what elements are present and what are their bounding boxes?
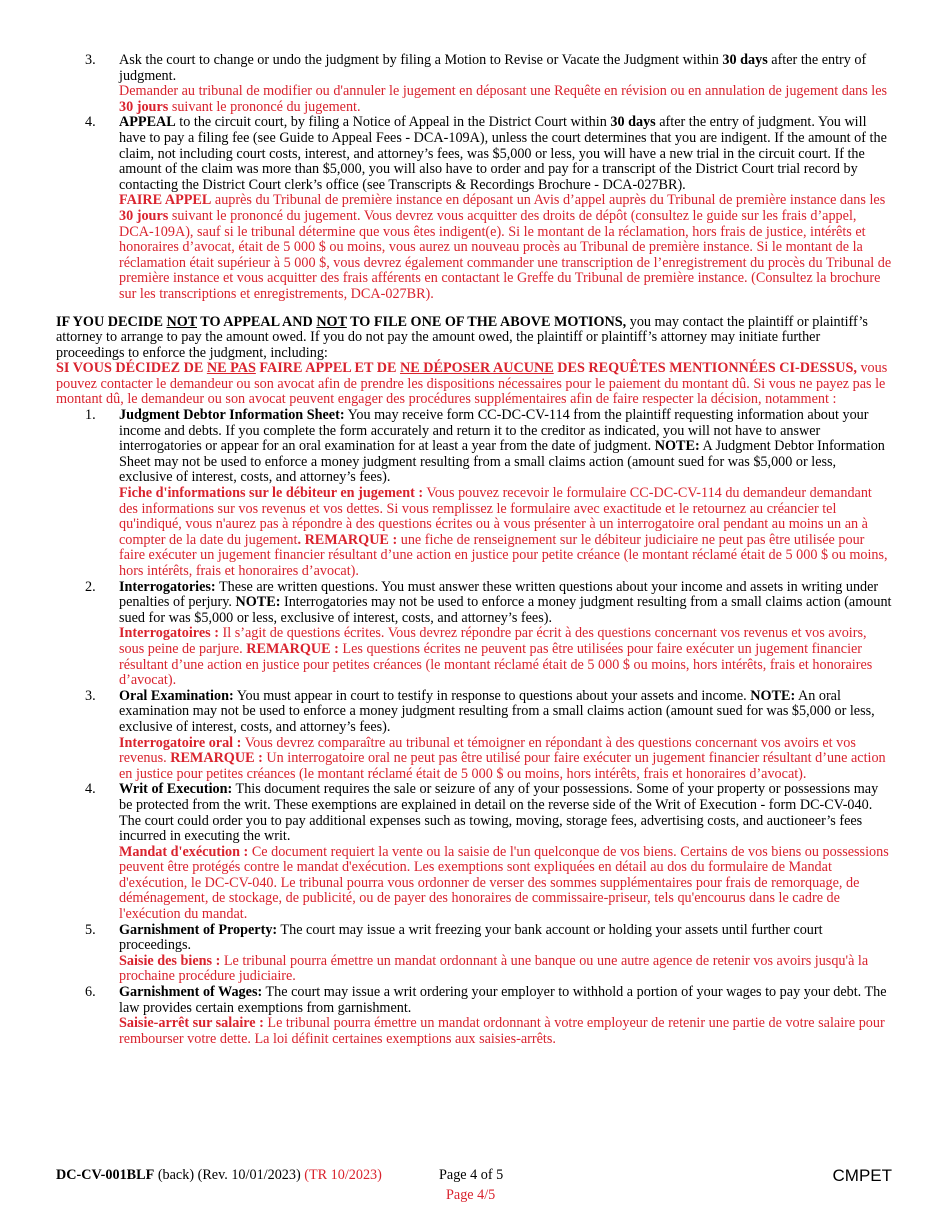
decide-not-appeal-english: IF YOU DECIDE NOT TO APPEAL AND NOT TO FILE ONE OF THE ABOVE MOTIONS, you may contact the plaintiff or plaintiff’s attorney to arrange to pay the amount owed. If you do not pay the amount owed, the plaintiff or plaintiff’s attorney may initiate further proceedings to enforce the judgment, including: — [56, 313, 868, 361]
french-text: Interrogatoires : Il s’agit de questions écrites. Vous devrez répondre par écrit à des questions concernant vos revenus et vos avoirs, sous peine de parjure. REMARQUE : Les questions écrites ne peuvent pas être utilisées pour faire exécuter un jugement financier résultant d’une action en justice pour petites créances (le montant réclamé était de 5 000 $ ou moins, hors intérêts, frais et honoraires d’avocat). — [119, 625, 873, 689]
document-body — [56, 53, 892, 1047]
english-text: Garnishment of Property: The court may issue a writ freezing your bank account or holding your assets until further court proceedings. — [119, 921, 823, 954]
french-text: Mandat d'exécution : Ce document requiert la vente ou la saisie de l'un quelconque de vos biens. Certains de vos biens ou possessions peuvent être protégés contre le mandat d'exécution. Les exemptions sont expliquées en détail au dos du formulaire de Mandat d'exécution, le DC-CV-040. Le tribunal pourra vous ordonner de verser des sommes supplémentaires pour frais de remorquage, de déménagement, de stockage, de publicité, ou de payer des honoraires de commissaire-priseur, tels qu'encourus dans le cadre de l'exécution du mandat. — [119, 843, 889, 923]
decide-not-appeal-french: SI VOUS DÉCIDEZ DE NE PAS FAIRE APPEL ET DE NE DÉPOSER AUCUNE DES REQUÊTES MENTIONNÉES CI-DESSUS, vous pouvez contacter le demandeur ou son avocat afin de prendre les dispositions nécessaires pour le paiement du montant dû. Si vous ne payez pas le montant dû, le demandeur ou son avocat peuvent engager des procédures supplémentaires afin de faire respecter la décision, notamment : — [56, 360, 888, 408]
french-text: Demander au tribunal de modifier ou d'annuler le jugement en déposant une Requête en révision ou en annulation de jugement dans les 30 jours suivant le prononcé du jugement. — [119, 83, 888, 115]
page-number: Page 4 of 5 — [439, 1167, 504, 1183]
item-number: 3. — [85, 52, 96, 68]
english-text: Judgment Debtor Information Sheet: You may receive form CC-DC-CV-114 from the plaintiff requesting information about your income and debts. If you complete the form accurately and return it to the creditor as indicated, you will not have to answer interrogatories or appear for an oral examination for at least a year from the date of judgment. NOTE: A Judgment Debtor Information Sheet may not be used to enforce a money judgment resulting from a small claims action (amount sued for was $5,000 or less, exclusive of interest, costs, and attorney’s fees). — [119, 407, 885, 486]
list-item — [56, 985, 892, 1047]
page-number-french: Page 4/5 — [446, 1187, 496, 1203]
list-item — [56, 923, 892, 985]
item-number: 1. — [85, 407, 96, 424]
french-text: Interrogatoire oral : Vous devrez comparaître au tribunal et témoigner en répondant à des questions concernant vos avoirs et vos revenus. REMARQUE : Un interrogatoire oral ne peut pas être utilisé pour faire exécuter un jugement financier résultant d’une action en justice pour petites créances (le montant réclamé était de 5 000 $ ou moins, hors intérêts, frais et honoraires d’avocat). — [119, 734, 886, 782]
english-text: Oral Examination: You must appear in court to testify in response to questions about your assets and income. NOTE: An oral examination may not be used to enforce a money judgment resulting from a small claims action (amount sued for was $5,000 or less, exclusive of interest, costs, and attorney’s fees). — [119, 687, 875, 735]
item-number: 5. — [85, 921, 96, 938]
list-item — [56, 115, 892, 302]
french-text: FAIRE APPEL auprès du Tribunal de première instance en déposant un Avis d’appel auprès du Tribunal de première instance dans les 30 jours suivant le prononcé du jugement. Vous devrez vous acquitter des droits de dépôt (consultez le guide sur les frais d’appel, DCA-109A), sauf si le tribunal détermine que vous êtes indigent(e). Si le montant de la réclamation, hors frais de justice, intérêts et honoraires d’avocat, était de 5 000 $ ou moins, vous aurez un nouveau procès au Tribunal de première instance. Si le montant de la réclamation était supérieur à 5 000 $, vous devrez également commander une transcription de l’enregistrement du procès du Tribunal de première instance et vous acquitter des frais afférents en contactant le Greffe du Tribunal de première instance. (Consultez la brochure sur les transcriptions et enregistrements, DCA-027BR). — [119, 192, 892, 302]
enforcement-proceedings-list — [56, 408, 892, 1047]
appeal-options-list — [56, 53, 892, 303]
cmpet-label: CMPET — [832, 1166, 892, 1185]
french-text: Saisie-arrêt sur salaire : Le tribunal pourra émettre un mandat ordonnant à votre employeur de retenir une partie de votre salaire pour rembourser votre dette. La loi définit certaines exemptions aux saisies-arrêts. — [119, 1015, 885, 1047]
list-item — [56, 580, 892, 689]
item-number: 3. — [85, 687, 96, 704]
list-item — [56, 53, 892, 115]
french-text: Saisie des biens : Le tribunal pourra émettre un mandat ordonnant à une banque ou une autre agence de retenir vos avoirs jusqu'à la prochaine procédure judiciaire. — [119, 952, 869, 985]
item-number: 4. — [85, 114, 96, 131]
form-identifier: DC-CV-001BLF (back) (Rev. 10/01/2023) (TR 10/2023) — [56, 1167, 382, 1183]
list-item — [56, 408, 892, 580]
french-text: Fiche d'informations sur le débiteur en jugement : Vous pouvez recevoir le formulaire CC-DC-CV-114 du demandeur demandant des informations sur vos revenus et vos dettes. Si vous remplissez le formulaire avec exactitude et le retournez au créancier tel qu'indiqué, vous n'aurez pas à répondre à des questions écrites ou à vous présenter à un interrogatoire oral pendant au moins un an à compter de la date du jugement. REMARQUE : une fiche de renseignement sur le débiteur judiciaire ne peut pas être utilisée pour faire exécuter un jugement financier résultant d’une action en justice pour petite créance (le montant réclamé était de 5 000 $ ou moins, hors intérêts, frais et honoraires d’avocat). — [119, 485, 888, 579]
list-item — [56, 782, 892, 922]
english-text: Writ of Execution: This document requires the sale or seizure of any of your possessions. Some of your property or possessions may be protected from the writ. These exemptions are explained in detail on the reverse side of the Writ of Execution - form DC-CV-040. The court could order you to pay additional expenses such as towing, moving, storage fees, advertising costs, and auctioneer’s fees incurred in executing the writ. — [119, 781, 879, 845]
english-text: APPEAL to the circuit court, by filing a Notice of Appeal in the District Court within 30 days after the entry of judgment. You will have to pay a filing fee (see Guide to Appeal Fees - DCA-109A), unless the court determines that you are indigent. If the amount of the claim, not including court costs, interest, and attorney’s fees, was $5,000 or less, you will have a new trial in the circuit court. If the amount of the claim was more than $5,000, you will also have to order and pay for a transcript of the District Court trial record by contacting the District Court clerk’s office (see Transcripts & Recordings Brochure - DCA-027BR). — [119, 114, 887, 193]
english-text: Garnishment of Wages: The court may issue a writ ordering your employer to withhold a portion of your wages to pay your debt. The law provides certain exemptions from garnishment. — [119, 984, 887, 1016]
item-number: 2. — [85, 578, 96, 595]
item-number: 4. — [85, 781, 96, 798]
english-text: Interrogatories: These are written questions. You must answer these written questions about your income and assets in writing under penalties of perjury. NOTE: Interrogatories may not be used to enforce a money judgment resulting from a small claims action (amount sued for was $5,000 or less, exclusive of interest, costs, and attorney’s fees). — [119, 578, 892, 626]
item-number: 6. — [85, 984, 96, 1001]
list-item — [56, 689, 892, 783]
english-text: Ask the court to change or undo the judgment by filing a Motion to Revise or Vacate the Judgment within 30 days after the entry of judgment. — [119, 52, 867, 84]
